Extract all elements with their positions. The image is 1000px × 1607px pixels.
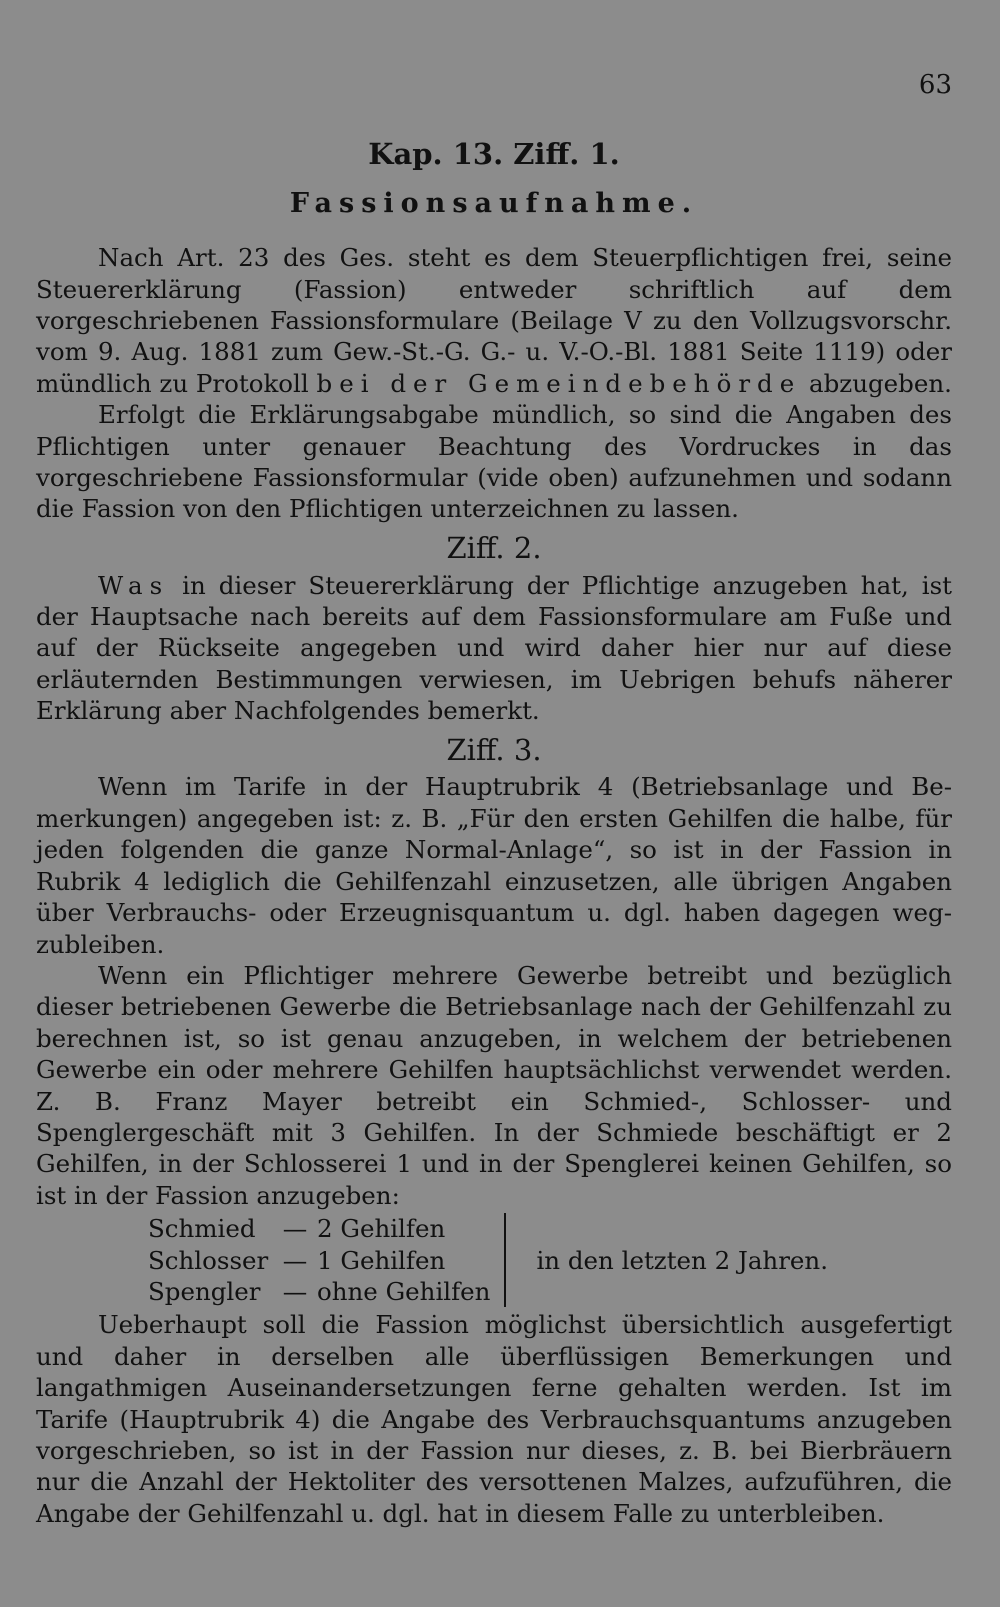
paragraph-3-text: in dieser Steuererklärung der Pflichtige anzugeben hat, ist der Hauptsache nach bereits auf dem Fassionsformulare am Fuße und auf der Rückseite angegeben und wird daher hier nur auf diese erläuternden Bestimmungen verwiesen, im Uebrigen behufs näherer Erklärung aber Nachfolgendes bemerkt. — [36, 570, 952, 726]
paragraph-5: Wenn ein Pflichtiger mehrere Gewerbe betreibt und bezüglich dieser betriebenen Gewerbe die Betriebsanlage nach der Gehilfenzahl zu berechnen ist, so ist genau anzugeben, in welchem der betriebenen Gewerbe ein oder mehrere Gehilfen hauptsächlichst verwendet werden. Z. B. Franz Mayer betreibt ein Schmied-, Schlosser- und Spenglergeschäft mit 3 Gehilfen. In der Schmiede beschäftigt er 2 Gehilfen, in der Schlosserei 1 und in der Spenglerei keinen Gehilfen, so ist in der Fassion anzugeben: — [36, 960, 952, 1210]
paragraph-3 — [36, 570, 952, 727]
paragraph-1 — [36, 242, 952, 399]
example-dash: — — [282, 1276, 308, 1306]
paragraph-1-ending: abzugeben. — [809, 368, 952, 398]
example-trade: Schmied — [148, 1214, 256, 1244]
paragraph-6: Ueberhaupt soll die Fassion möglichst übersichtlich ausgefertigt und daher in derselben alle überflüssigen Bemerkungen und langathmigen Auseinandersetzungen ferne gehalten werden. Ist im Tarife (Hauptrubrik 4) die Angabe des Verbrauchsquantums anzugeben vorgeschrieben, so ist in der Fassion nur dieses, z. B. bei Bierbräuern nur die Anzahl der Hektoliter des versottenen Malzes, aufzuführen, die Angabe der Gehilfenzahl u. dgl. hat in diesem Falle zu unterbleiben. — [36, 1310, 952, 1528]
example-row-schmied — [148, 1213, 490, 1244]
section-title: Fassionsaufnahme. — [289, 187, 699, 219]
example-value: ohne Gehilfen — [317, 1276, 491, 1306]
example-row-schlosser — [148, 1245, 490, 1276]
paragraph-2: Erfolgt die Erklärungsabgabe mündlich, so sind die Angaben des Pflichtigen unter genauer Beachtung des Vordruckes in das vorgeschriebene Fassionsformular (vide oben) aufzunehmen und sodann die Fassion von den Pflichtigen unterzeichnen zu lassen. — [36, 400, 952, 524]
chapter-heading: Kap. 13. Ziff. 1. — [368, 137, 620, 171]
example-trade: Spengler — [148, 1276, 261, 1306]
example-trade: Schlosser — [148, 1245, 269, 1275]
page-number: 63 — [918, 70, 952, 100]
example-dash: — — [282, 1245, 308, 1275]
spaced-opening-word: Was — [98, 570, 170, 600]
example-note: in den letzten 2 Jahren. — [536, 1245, 828, 1275]
example-value: 1 Gehilfen — [317, 1245, 446, 1275]
example-listing — [148, 1213, 952, 1307]
paragraph-4: Wenn im Tarife in der Hauptrubrik 4 (Betriebsanlage und Bemerkungen) angegeben ist: z. B. „Für den ersten Gehilfen die halbe, für jeden folgenden die ganze Normal-Anlage“, so ist in der Fassion in Rubrik 4 lediglich die Gehilfenzahl einzusetzen, alle übrigen Angaben über Verbrauchs- oder Erzeugnisquantum u. dgl. haben dagegen wegzubleiben. — [36, 772, 952, 959]
example-rows — [148, 1213, 506, 1307]
ziff-3-heading: Ziff. 3. — [446, 732, 542, 767]
paragraph-1-text: Nach Art. 23 des Ges. steht es dem Steuerpflichtigen frei, seine Steuererklärung (Fassion) entweder schriftlich auf dem vorgeschriebenen Fassionsformulare (Beilage V zu den Vollzugsvorschr. vom 9. Aug. 1881 zum Gew.-St.-G. G.- u. V.-O.-Bl. 1881 Seite 1119) oder mündlich zu Protokoll — [36, 243, 952, 398]
example-row-spengler — [148, 1276, 490, 1307]
ziff-2-heading: Ziff. 2. — [446, 530, 542, 565]
example-value: 2 Gehilfen — [317, 1214, 446, 1244]
example-dash: — — [282, 1214, 308, 1244]
document-body — [36, 242, 952, 1529]
spaced-authority-text: bei der Gemeindebehörde — [316, 368, 802, 398]
